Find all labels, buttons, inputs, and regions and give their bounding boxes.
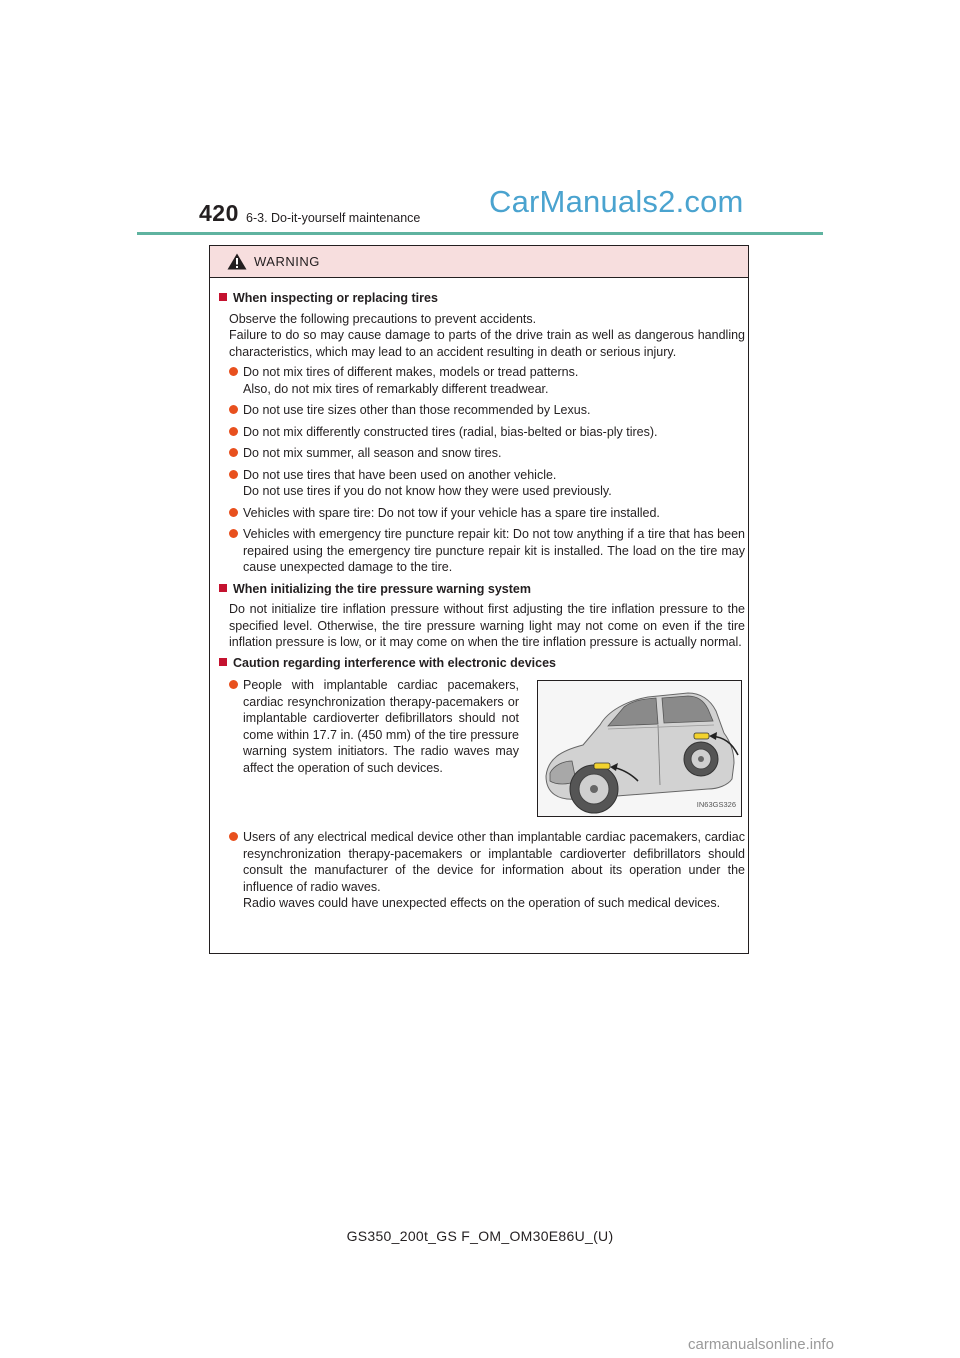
bullet-dot-icon bbox=[229, 529, 238, 538]
section-heading bbox=[219, 655, 745, 672]
list-item bbox=[229, 526, 745, 576]
list-item-text bbox=[243, 424, 745, 441]
list-item-line: Users of any electrical medical device other than implantable cardiac pacemakers, cardiac resynchronization therapy-pacemakers or implantable cardioverter defibrillators should consult the manufacturer of the device for information about its operation under the influence of radio waves. bbox=[243, 830, 745, 894]
section-heading-text: When initializing the tire pressure warning system bbox=[233, 581, 531, 596]
list-item-line: Radio waves could have unexpected effects on the operation of such medical devices. bbox=[243, 896, 721, 910]
list-item bbox=[229, 364, 745, 397]
bullet-dot-icon bbox=[229, 427, 238, 436]
list-item bbox=[229, 424, 745, 441]
paragraph-line: Observe the following precautions to prevent accidents. bbox=[229, 311, 537, 326]
list-item bbox=[229, 829, 745, 912]
list-item-text bbox=[243, 364, 745, 397]
square-bullet-icon bbox=[219, 293, 227, 301]
section-heading bbox=[219, 290, 745, 307]
list-item-line: Do not use tires if you do not know how they were used previously. bbox=[243, 484, 612, 498]
warning-header bbox=[210, 246, 748, 278]
bullet-dot-icon bbox=[229, 680, 238, 689]
watermark-link[interactable]: CarManuals2.com bbox=[489, 184, 744, 219]
list-item-line: Do not use tire sizes other than those recommended by Lexus. bbox=[243, 403, 591, 417]
list-item bbox=[229, 402, 745, 419]
section-inspecting-tires bbox=[219, 290, 745, 576]
list-item-line: Also, do not mix tires of remarkably different treadwear. bbox=[243, 381, 549, 396]
list-item-line: Do not mix tires of different makes, models or tread patterns. bbox=[243, 365, 579, 379]
header-rule bbox=[137, 232, 823, 235]
list-item-line: Vehicles with emergency tire puncture repair kit: Do not tow anything if a tire that has been repaired using the emergency tire puncture repair kit is installed. The load on the tire may cause unexpected damage to the tire. bbox=[243, 527, 745, 574]
list-item-line: Do not mix summer, all season and snow tires. bbox=[243, 446, 502, 460]
bullet-dot-icon bbox=[229, 405, 238, 414]
figure-row bbox=[219, 677, 745, 817]
bullet-dot-icon bbox=[229, 470, 238, 479]
list-item-text bbox=[243, 505, 745, 522]
paragraph-line: Failure to do so may cause damage to parts of the drive train as well as dangerous handling characteristics, which may lead to an accident resulting in death or serious injury. bbox=[229, 328, 745, 359]
square-bullet-icon bbox=[219, 584, 227, 592]
section-title: 6-3. Do-it-yourself maintenance bbox=[246, 211, 421, 225]
square-bullet-icon bbox=[219, 658, 227, 666]
list-item-line: Do not mix differently constructed tires (radial, bias-belted or bias-ply tires). bbox=[243, 424, 658, 439]
document-code: GS350_200t_GS F_OM_OM30E86U_(U) bbox=[346, 1228, 614, 1244]
section-electronic-devices bbox=[219, 655, 745, 912]
warning-box bbox=[209, 245, 749, 954]
bullet-dot-icon bbox=[229, 508, 238, 517]
list-item-text bbox=[243, 526, 745, 576]
list-item-text bbox=[243, 677, 519, 812]
list-item bbox=[229, 677, 519, 812]
warning-body bbox=[219, 290, 745, 917]
bullet-dot-icon bbox=[229, 832, 238, 841]
footer-watermark-link[interactable]: carmanualsonline.info bbox=[688, 1336, 834, 1353]
warning-triangle-icon bbox=[227, 253, 247, 270]
paragraph-line: Do not initialize tire inflation pressure without first adjusting the tire inflation pressure to the specified level. Otherwise, the tire pressure warning light may not come on even if the tire inflation pressure is low, or it may come on when the tire inflation pressure is actually normal. bbox=[229, 602, 745, 649]
figure-code: IN63GS326 bbox=[696, 799, 736, 809]
list-item-text bbox=[243, 402, 745, 419]
paragraph bbox=[229, 601, 745, 651]
paragraph bbox=[229, 311, 745, 361]
list-item-line: Do not use tires that have been used on another vehicle. bbox=[243, 467, 557, 482]
warning-title: WARNING bbox=[254, 254, 320, 269]
section-heading-text: When inspecting or replacing tires bbox=[233, 291, 438, 305]
list-item-text bbox=[243, 445, 745, 462]
list-item-line: Vehicles with spare tire: Do not tow if your vehicle has a spare tire installed. bbox=[243, 505, 660, 520]
section-heading bbox=[219, 581, 745, 598]
list-item-text bbox=[243, 467, 745, 500]
list-item bbox=[229, 505, 745, 522]
bullet-dot-icon bbox=[229, 448, 238, 457]
list-item bbox=[229, 445, 745, 462]
page-number: 420 bbox=[199, 200, 239, 226]
list-item bbox=[229, 467, 745, 500]
list-item-line: People with implantable cardiac pacemakers, cardiac resynchronization therapy-pacemakers or implantable cardioverter defibrillators should not come within 17.7 in. (450 mm) of the tire pressure warning system initiators. The radio waves may affect the operation of such devices. bbox=[243, 678, 519, 775]
bullet-dot-icon bbox=[229, 367, 238, 376]
car-illustration bbox=[537, 680, 742, 817]
list-item-text bbox=[243, 829, 745, 912]
section-initializing-tpws bbox=[219, 581, 745, 651]
section-heading-text: Caution regarding interference with electronic devices bbox=[233, 655, 557, 670]
